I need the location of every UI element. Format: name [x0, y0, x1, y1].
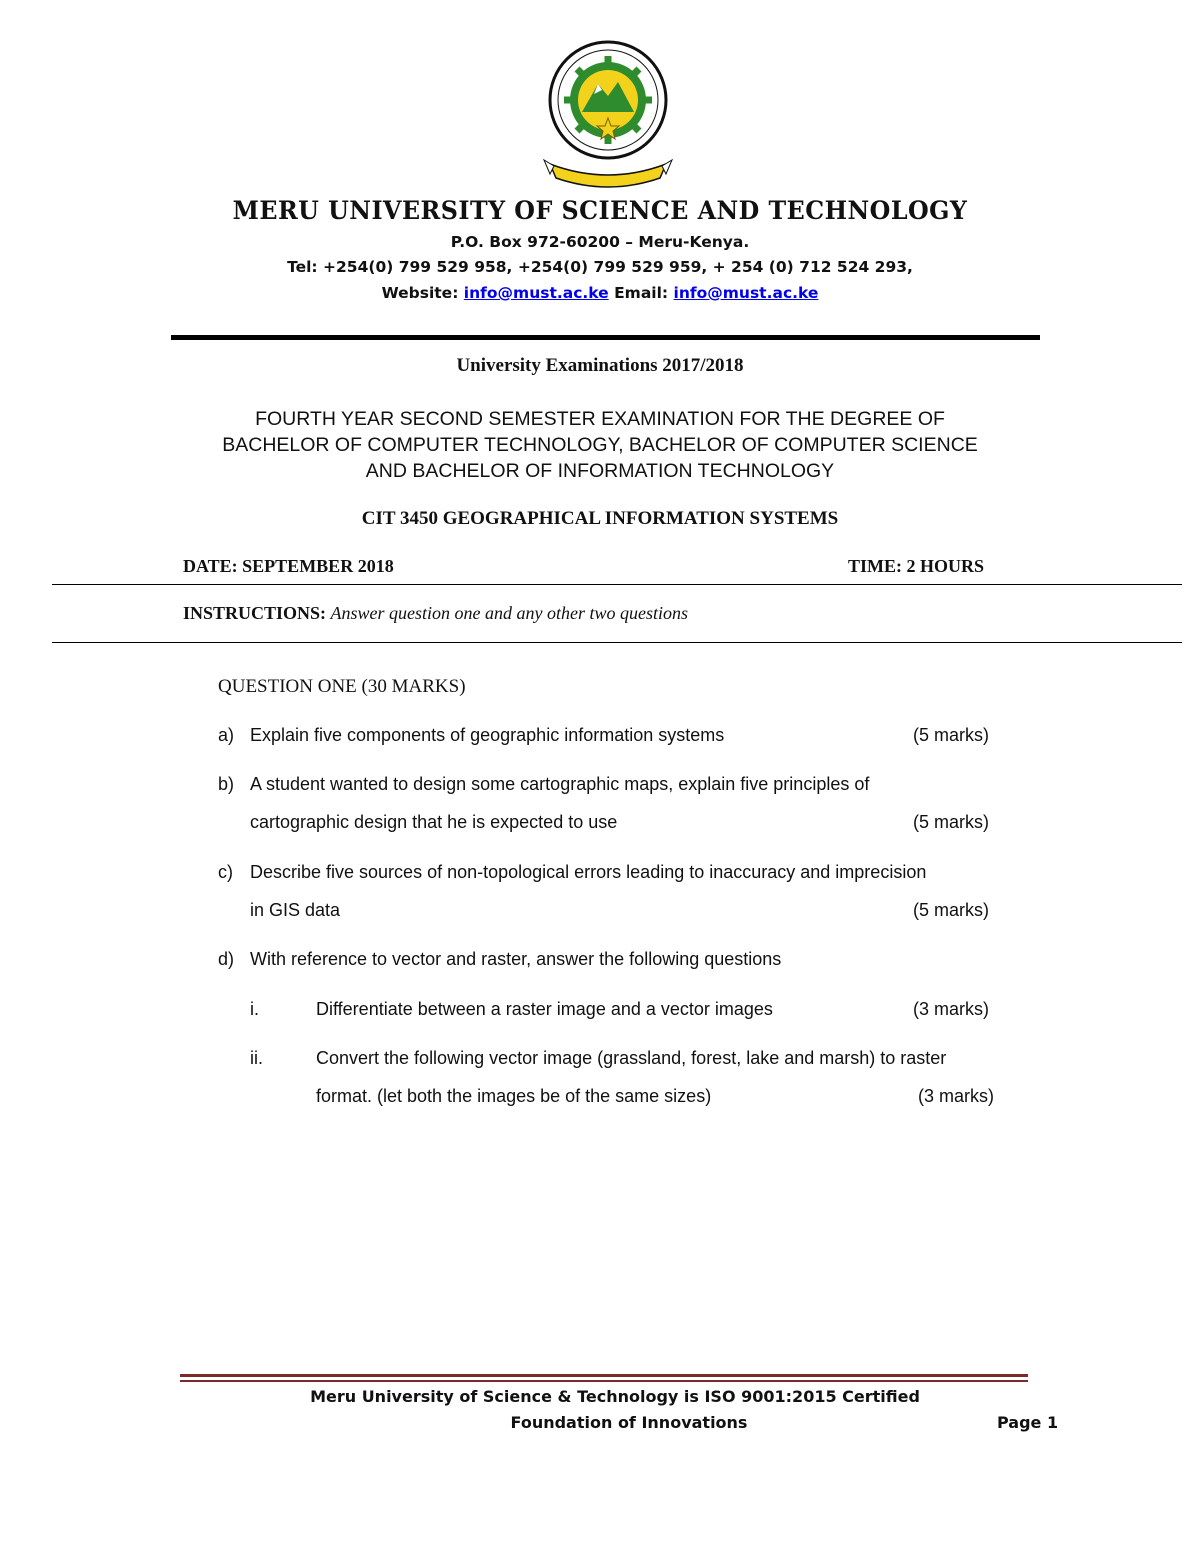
website-link[interactable]: info@must.ac.ke: [463, 284, 609, 302]
item-label: c): [218, 862, 233, 882]
subitem-label: ii.: [250, 1048, 263, 1068]
item-text: Explain five components of geographic information systems: [250, 725, 725, 745]
subitem-text: Convert the following vector image (grassland, forest, lake and marsh) to raster: [316, 1048, 947, 1068]
degree-line: FOURTH YEAR SECOND SEMESTER EXAMINATION FOR THE DEGREE OF: [255, 408, 945, 430]
instructions-label: INSTRUCTIONS:: [183, 603, 327, 623]
subitem-text: format. (let both the images be of the same sizes): [316, 1086, 712, 1106]
subitem-marks: (3 marks): [918, 1086, 994, 1106]
email-label: Email:: [614, 284, 669, 302]
item-text: With reference to vector and raster, answer the following questions: [250, 949, 782, 969]
header-divider: [171, 335, 1040, 340]
item-marks: (5 marks): [913, 725, 989, 745]
degree-line: BACHELOR OF COMPUTER TECHNOLOGY, BACHELOR OF COMPUTER SCIENCE: [222, 434, 978, 456]
item-label: b): [218, 774, 235, 794]
item-label: a): [218, 725, 235, 745]
subitem-marks: (3 marks): [913, 999, 989, 1019]
university-logo: [540, 38, 676, 190]
degree-title: [0, 406, 1200, 484]
item-text: Describe five sources of non-topological errors leading to inaccuracy and imprecision: [250, 862, 927, 882]
divider: [52, 584, 1182, 585]
contact-line: [0, 284, 1200, 302]
item-marks: (5 marks): [913, 900, 989, 920]
instructions-text: Answer question one and any other two questions: [330, 603, 689, 623]
page-number: Page 1: [997, 1413, 1059, 1432]
telephone: Tel: +254(0) 799 529 958, +254(0) 799 529 959, + 254 (0) 712 524 293,: [287, 258, 913, 276]
item-text: cartographic design that he is expected to use: [250, 812, 618, 832]
university-name: MERU UNIVERSITY OF SCIENCE AND TECHNOLOGY: [232, 196, 968, 225]
subitem-text: Differentiate between a raster image and a vector images: [316, 999, 773, 1019]
question-heading: QUESTION ONE (30 MARKS): [218, 676, 466, 697]
item-text: A student wanted to design some cartographic maps, explain five principles of: [250, 774, 870, 794]
item-text: in GIS data: [250, 900, 341, 920]
email-link[interactable]: info@must.ac.ke: [673, 284, 819, 302]
logo-emblem-icon: [540, 38, 676, 190]
divider: [52, 642, 1182, 643]
degree-line: AND BACHELOR OF INFORMATION TECHNOLOGY: [365, 460, 835, 482]
exam-time: TIME: 2 HOURS: [848, 556, 985, 576]
item-label: d): [218, 949, 235, 969]
item-marks: (5 marks): [913, 812, 989, 832]
po-box: P.O. Box 972-60200 – Meru-Kenya.: [450, 233, 750, 251]
footer-motto: Foundation of Innovations: [510, 1413, 748, 1432]
exam-year: University Examinations 2017/2018: [456, 355, 744, 376]
footer-certified: Meru University of Science & Technology is ISO 9001:2015 Certified: [310, 1387, 920, 1406]
footer-divider: [180, 1380, 1028, 1382]
website-label: Website:: [381, 284, 459, 302]
subitem-label: i.: [250, 999, 259, 1019]
instructions: [183, 603, 688, 624]
footer-divider: [180, 1374, 1028, 1377]
course-title: CIT 3450 GEOGRAPHICAL INFORMATION SYSTEMS: [361, 508, 839, 529]
exam-date: DATE: SEPTEMBER 2018: [183, 556, 394, 576]
